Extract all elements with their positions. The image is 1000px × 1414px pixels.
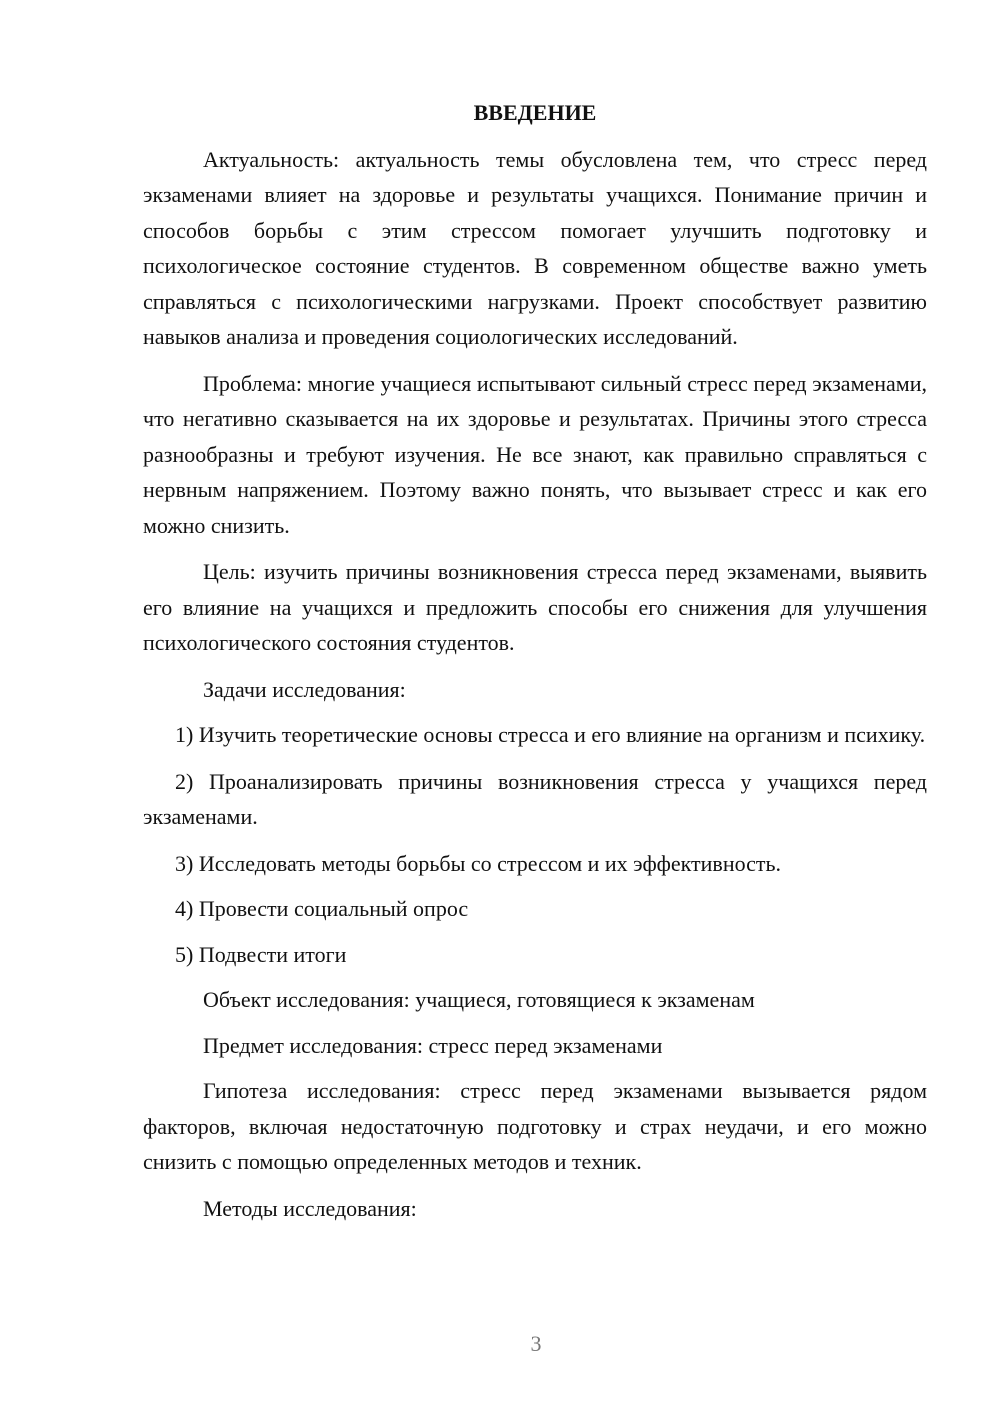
methods-heading: Методы исследования: [203,1195,417,1221]
object-paragraph: Объект исследования: учащиеся, готовящиеся к экзаменам [203,987,755,1012]
tasks-heading: Задачи исследования: [203,676,406,702]
task-item-1: 1) Изучить теоретические основы стресса и его влияние на организм и психику. [175,722,926,747]
goal-paragraph: Цель: изучить причины возникновения стресса перед экзаменами, выявить его влияние на учащихся и предложить способы его снижения для улучшения психологического состояния студентов. [143,559,927,655]
task-item-3: 3) Исследовать методы борьбы со стрессом и их эффективность. [175,850,782,876]
page-number: 3 [530,1331,542,1356]
hypothesis-paragraph: Гипотеза исследования: стресс перед экзаменами вызывается рядом факторов, включая недостаточную подготовку и страх неудачи, и его можно снизить с помощью определенных методов и техник. [143,1078,927,1174]
task-item-5: 5) Подвести итоги [175,941,347,967]
relevance-paragraph: Актуальность: актуальность темы обусловлена тем, что стресс перед экзаменами влияет на здоровье и результаты учащихся. Понимание причин и способов борьбы с этим стрессом помогает улучшить подготовку и психологическое состояние студентов. В современном обществе важно уметь справляться с психологическими нагрузками. Проект способствует развитию навыков анализа и проведения социологических исследований. [143,146,927,349]
page-content [143,95,927,1236]
problem-paragraph: Проблема: многие учащиеся испытывают сильный стресс перед экзаменами, что негативно сказывается на их здоровье и результатах. Причины этого стресса разнообразны и требуют изучения. Не все знают, как правильно справляться с нервным напряжением. Поэтому важно понять, что вызывает стресс и как его можно снизить. [143,370,927,538]
subject-paragraph: Предмет исследования: стресс перед экзаменами [203,1032,663,1058]
task-item-2: 2) Проанализировать причины возникновения стресса у учащихся перед экзаменами. [143,768,927,829]
page-title: ВВЕДЕНИЕ [473,100,597,125]
task-item-4: 4) Провести социальный опрос [175,896,469,921]
